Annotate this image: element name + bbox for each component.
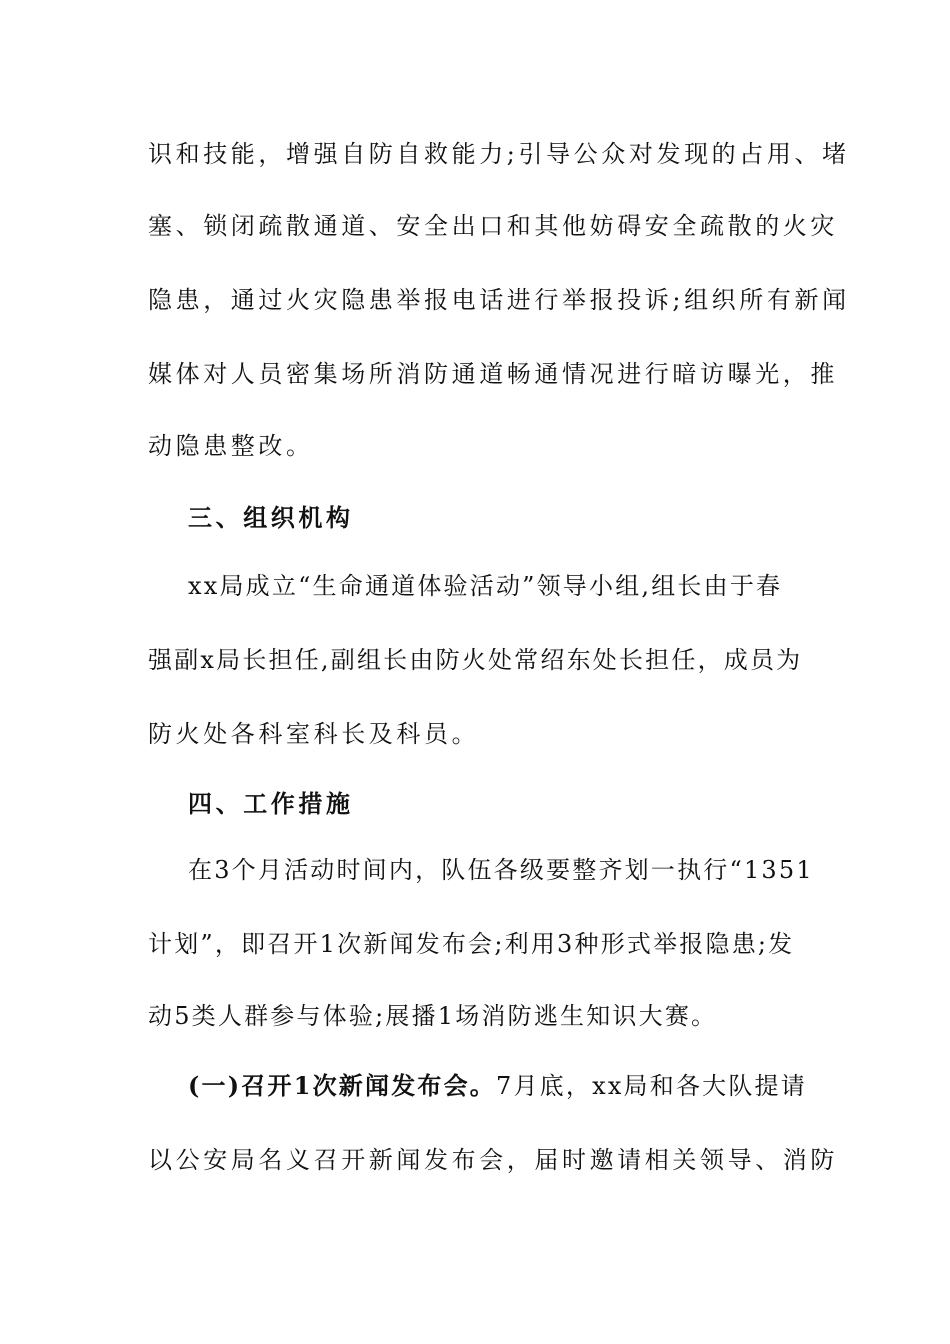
- section-heading: 四、工作措施: [188, 789, 354, 818]
- paragraph-line: 识和技能，增强自防自救能力;引导公众对发现的占用、堵: [148, 140, 850, 168]
- paragraph-line: 以公安局名义召开新闻发布会，届时邀请相关领导、消防: [148, 1146, 838, 1174]
- paragraph-line: 在3个月活动时间内，队伍各级要整齐划一执行“1351: [188, 856, 814, 884]
- paragraph-line: 强副x局长担任,副组长由防火处常绍东处长担任，成员为: [148, 646, 803, 674]
- paragraph-line: xx局成立“生命通道体验活动”领导小组,组长由于春: [188, 572, 783, 600]
- paragraph-line: 媒体对人员密集场所消防通道畅通情况进行暗访曝光，推: [148, 360, 838, 388]
- paragraph-line: 动5类人群参与体验;展播1场消防逃生知识大赛。: [148, 1002, 718, 1030]
- paragraph-line: 动隐患整改。: [148, 432, 314, 460]
- subsection-line: [188, 1068, 848, 1104]
- paragraph-line: 隐患，通过火灾隐患举报电话进行举报投诉;组织所有新闻: [148, 286, 850, 314]
- subsection-text: 7月底，xx局和各大队提请: [496, 1072, 807, 1100]
- paragraph-line: 计划”，即召开1次新闻发布会;利用3种形式举报隐患;发: [148, 930, 795, 958]
- paragraph-line: 防火处各科室科长及科员。: [148, 720, 480, 748]
- section-heading: 三、组织机构: [188, 503, 354, 532]
- subsection-title: (一)召开1次新闻发布会。: [188, 1071, 497, 1100]
- paragraph-line: 塞、锁闭疏散通道、安全出口和其他妨碍安全疏散的火灾: [148, 212, 838, 240]
